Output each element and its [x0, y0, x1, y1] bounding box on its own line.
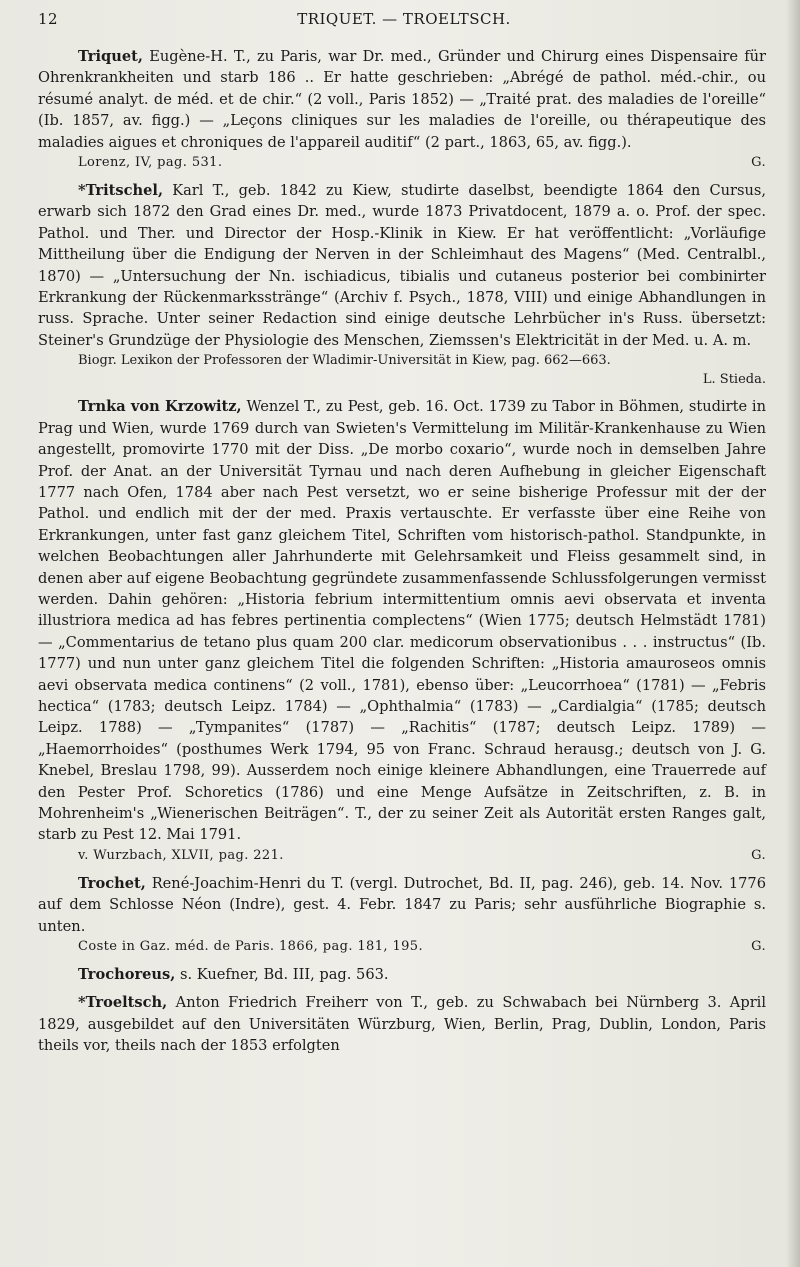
- entry-tritschel: [38, 180, 766, 389]
- entry-body: [38, 964, 766, 985]
- entry-text: Eugène-H. T., zu Paris, war Dr. med., Gründer und Chirurg eines Dispensaire für Ohrenkrankheiten und starb 186 .. Er hatte geschrieben: „Abrégé de pathol. méd.-chir., ou résumé analyt. de méd. et de chir.“ (2 voll., Paris 1852) — „Traité prat. des maladies de l'oreille“ (Ib. 1857, av. figg.) — „Leçons cliniques sur les maladies de l'oreille, ou thérapeutique des maladies aigues et chroniques de l'appareil auditif“ (2 part., 1863, 65, av. figg.).: [38, 48, 767, 151]
- entry-signature: G.: [751, 939, 766, 955]
- entry-name: *Tritschel,: [78, 182, 164, 200]
- entry-text: s. Kuefner, Bd. III, pag. 563.: [179, 966, 389, 984]
- entry-name: Trnka von Krzowitz,: [78, 398, 242, 416]
- entry-body: [38, 46, 766, 153]
- entry-trnka: [38, 396, 766, 866]
- entry-signature: G.: [751, 155, 766, 171]
- entry-body: [38, 180, 766, 351]
- entry-source-line: [38, 846, 766, 866]
- entry-source-line: [38, 351, 766, 389]
- entry-name: Trochoreus,: [78, 966, 176, 984]
- running-title: TRIQUET. — TROELTSCH.: [297, 10, 511, 28]
- entry-trochet: [38, 873, 766, 957]
- entry-body: [38, 396, 766, 846]
- page-number: 12: [38, 10, 59, 28]
- entry-trochoreus: [38, 964, 766, 985]
- entry-signature: L. Stieda.: [702, 372, 766, 388]
- entry-text: Karl T., geb. 1842 zu Kiew, studirte daselbst, beendigte 1864 den Cursus, erwarb sich 1872 den Grad eines Dr. med., wurde 1873 Privatdocent, 1879 a. o. Prof. der spec. Pathol. und Ther. und Director der Hosp.-Klinik in Kiew. Er hat veröffentlicht: „Vorläufige Mittheilung über die Endigung der Nerven in der Schleimhaut des Magens“ (Med. Centralbl., 1870) — „Untersuchung der Nn. ischiadicus, tibialis und cutaneus posterior bei combinirter Erkrankung der Rückenmarksstränge“ (Archiv f. Psych., 1878, VIII) und einige Abhandlungen in russ. Sprache. Unter seiner Redaction sind einige deutsche Lehrbücher in's Russ. übersetzt: Steiner's Grundzüge der Physiologie des Menschen, Ziemssen's Elektricität in der Med. u. A. m.: [38, 182, 767, 349]
- running-head: [38, 6, 770, 34]
- entry-source-line: [38, 937, 766, 957]
- entry-text: Anton Friedrich Freiherr von T., geb. zu Schwabach bei Nürnberg 3. April 1829, ausgebildet auf den Universitäten Würzburg, Wien, Berlin, Prag, Dublin, London, Paris theils vor, theils nach der 1853 erfolgten: [38, 994, 767, 1055]
- entry-name: Triquet,: [78, 48, 143, 65]
- entry-body: [38, 873, 766, 937]
- entry-signature: G.: [751, 847, 766, 863]
- entry-source: Lorenz, IV, pag. 531.: [78, 155, 223, 171]
- entry-name: *Troeltsch,: [78, 994, 168, 1012]
- entry-source: v. Wurzbach, XLVII, pag. 221.: [78, 847, 284, 863]
- entry-source: Coste in Gaz. méd. de Paris. 1866, pag. 181, 195.: [78, 939, 424, 955]
- entry-text: Wenzel T., zu Pest, geb. 16. Oct. 1739 zu Tabor in Böhmen, studirte in Prag und Wien, wurde 1769 durch van Swieten's Vermittelung im Militär-Krankenhause zu Wien angestellt, promovirte 1770 mit der Diss. „De morbo coxario“, wurde noch in demselben Jahre Prof. der Anat. an der Universität Tyrnau und nach deren Aufhebung in gleicher Eigenschaft 1777 nach Ofen, 1784 aber nach Pest versetzt, wo er seine bisherige Professur mit der der Pathol. und endlich mit der der med. Praxis vertauschte. Er verfasste über eine Reihe von Erkrankungen, unter fast ganz gleichem Titel, Schriften vom historisch-pathol. Standpunkte, in welchen Beobachtungen aller Jahrhunderte mit Gelehrsamkeit und Fleiss gesammelt sind, in denen aber auf eigene Beobachtung gegründete zusammenfassende Schlussfolgerungen vermisst werden. Dahin gehören: „Historia febrium intermittentium omnis aevi observata et inventa illustriora medica ad has febres pertinentia complectens“ (Wien 1775; deutsch Helmstädt 1781) — „Commentarius de tetano plus quam 200 clar. medicorum observationibus . . . instructus“ (Ib. 1777) und nun unter ganz gleichem Titel die folgenden Schriften: „Historia amauroseos omnis aevi observata medica continens“ (2 voll., 1781), ebenso über: „Leucorrhoea“ (1781) — „Febris hectica“ (1783; deutsch Leipz. 1784) — „Ophthalmia“ (1783) — „Cardialgia“ (1785; deutsch Leipz. 1788) — „Tympanites“ (1787) — „Rachitis“ (1787; deutsch Leipz. 1789) — „Haemorrhoides“ (posthumes Werk 1794, 95 von Franc. Schraud herausg.; deutsch von J. G. Knebel, Breslau 1798, 99). Ausserdem noch einige kleinere Abhandlungen, eine Trauerrede auf den Pester Prof. Schoretics (1786) und eine Menge Aufsätze in Zeitschriften, z. B. in Mohrenheim's „Wienerischen Beiträgen“. T., der zu seiner Zeit als Autorität ersten Ranges galt, starb zu Pest 12. Mai 1791.: [38, 398, 766, 844]
- entry-text: René-Joachim-Henri du T. (vergl. Dutrochet, Bd. II, pag. 246), geb. 14. Nov. 1776 auf dem Schlosse Néon (Indre), gest. 4. Febr. 1847 zu Paris; sehr ausführliche Biographie s. unten.: [38, 874, 767, 935]
- dictionary-text: [38, 46, 766, 1057]
- entry-source-line: [38, 153, 766, 173]
- entry-triquet: [38, 46, 766, 173]
- entry-body: [38, 992, 766, 1056]
- entry-troeltsch: [38, 992, 766, 1056]
- entry-name: Trochet,: [78, 874, 146, 892]
- entry-source: Biogr. Lexikon der Professoren der Wladimir-Universität in Kiew, pag. 662—663.: [78, 353, 611, 369]
